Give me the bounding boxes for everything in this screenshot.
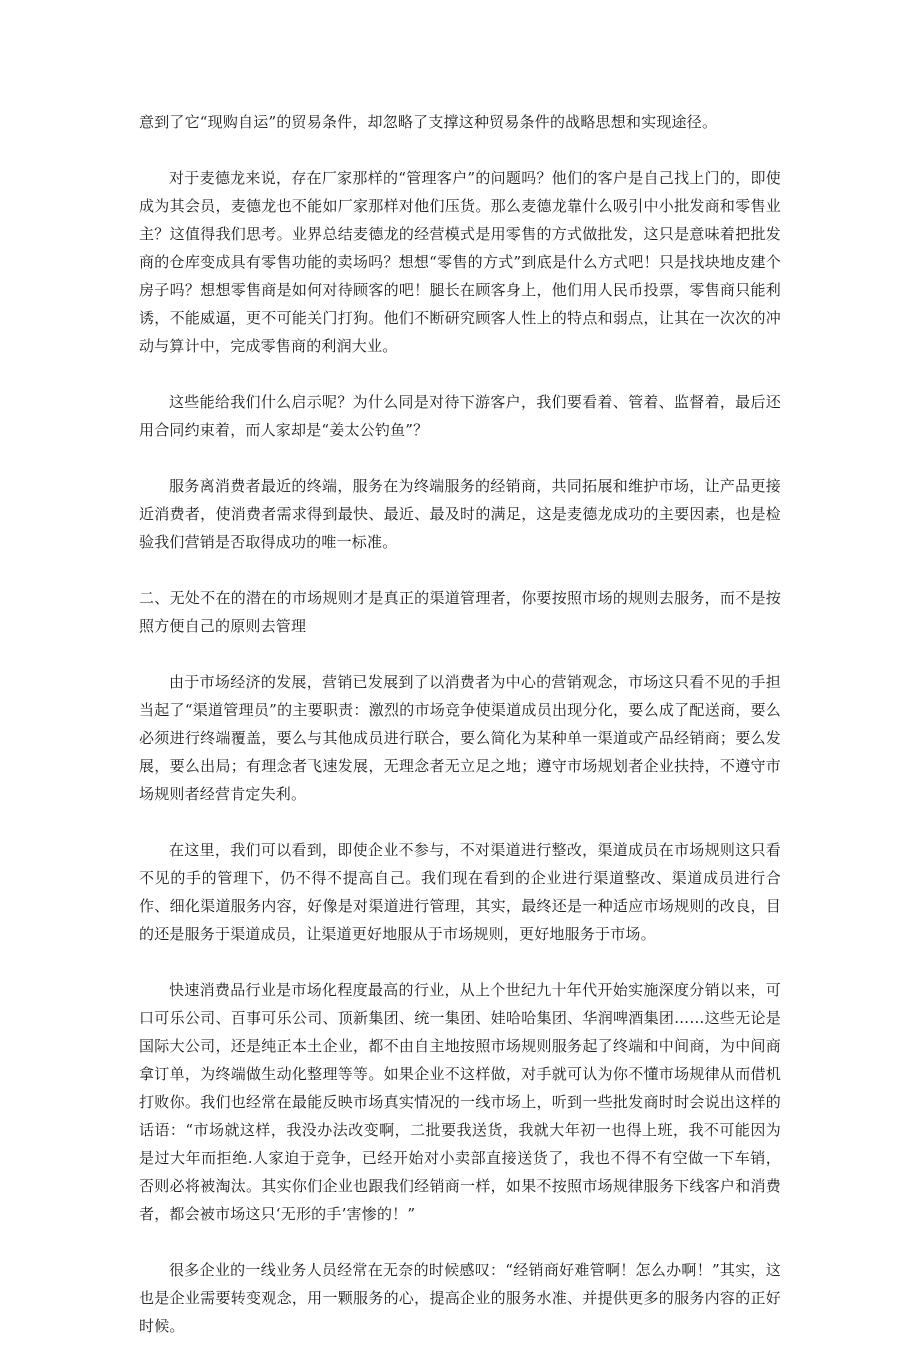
section-heading-two: 二、无处不在的潜在的市场规则才是真正的渠道管理者，你要按照市场的规则去服务，而不是按照方便自己的原则去管理 <box>139 589 781 635</box>
paragraph-continuation: 意到了它“现购自运”的贸易条件，却忽略了支撑这种贸易条件的战略思想和实现途径。 <box>139 113 718 131</box>
document-body <box>139 108 781 1368</box>
paragraph-inspiration: 这些能给我们什么启示呢？为什么同是对待下游客户，我们要看着、管着、监督着，最后还用合同约束着，而人家却是“姜太公钓鱼”？ <box>139 393 781 439</box>
paragraph-market-economy: 由于市场经济的发展，营销已发展到了以消费者为中心的营销观念，市场这只看不见的手担当起了“渠道管理员”的主要职责：激烈的市场竞争使渠道成员出现分化，要么成了配送商，要么必须进行终端覆盖，要么与其他成员进行联合，要么简化为某种单一渠道或产品经销商；要么发展，要么出局；有理念者飞速发展，无理念者无立足之地；遵守市场规划者企业扶持，不遵守市场规则者经营肯定失利。 <box>139 673 781 803</box>
paragraph-metro-customers: 对于麦德龙来说，存在厂家那样的“管理客户”的问题吗？他们的客户是自己找上门的，即使成为其会员，麦德龙也不能如厂家那样对他们压货。那么麦德龙靠什么吸引中小批发商和零售业主？这值得我们思考。业界总结麦德龙的经营模式是用零售的方式做批发，这只是意味着把批发商的仓库变成具有零售功能的卖场吗？想想“零售的方式”到底是什么方式吧！只是找块地皮建个房子吗？想想零售商是如何对待顾客的吧！腿长在顾客身上，他们用人民币投票，零售商只能利诱，不能威逼，更不可能关门打狗。他们不断研究顾客人性上的特点和弱点，让其在一次次的冲动与算计中，完成零售商的利润大业。 <box>139 169 781 355</box>
paragraph-service-terminal: 服务离消费者最近的终端，服务在为终端服务的经销商，共同拓展和维护市场，让产品更接近消费者，使消费者需求得到最快、最近、最及时的满足，这是麦德龙成功的主要因素，也是检验我们营销是否取得成功的唯一标准。 <box>139 477 781 551</box>
paragraph-frontline-staff: 很多企业的一线业务人员经常在无奈的时候感叹：“经销商好难管啊！怎么办啊！”其实，这也是企业需要转变观念，用一颗服务的心，提高企业的服务水准、并提供更多的服务内容的正好时候。 <box>139 1261 781 1335</box>
paragraph-channel-rules: 在这里，我们可以看到，即使企业不参与，不对渠道进行整改，渠道成员在市场规则这只看不见的手的管理下，仍不得不提高自己。我们现在看到的企业进行渠道整改、渠道成员进行合作、细化渠道服务内容，好像是对渠道进行管理，其实，最终还是一种适应市场规则的改良，目的还是服务于渠道成员，让渠道更好地服从于市场规则，更好地服务于市场。 <box>139 841 781 943</box>
paragraph-fmcg-industry: 快速消费品行业是市场化程度最高的行业，从上个世纪九十年代开始实施深度分销以来，可口可乐公司、百事可乐公司、顶新集团、统一集团、娃哈哈集团、华润啤酒集团……这些无论是国际大公司，还是纯正本土企业，都不由自主地按照市场规则服务起了终端和中间商，为中间商拿订单，为终端做生动化整理等等。如果企业不这样做，对手就可认为你不懂市场规律从而借机打败你。我们也经常在最能反映市场真实情况的一线市场上，听到一些批发商时时会说出这样的话语：“市场就这样，我没办法改变啊，二批要我送货，我就大年初一也得上班，我不可能因为是过大年而拒绝.人家迫于竞争，已经开始对小卖部直接送货了，我也不得不有空做一下车销，否则必将被淘汰。其实你们企业也跟我们经销商一样，如果不按照市场规律服务下线客户和消费者，都会被市场这只‘无形的手’害惨的！” <box>139 981 781 1223</box>
